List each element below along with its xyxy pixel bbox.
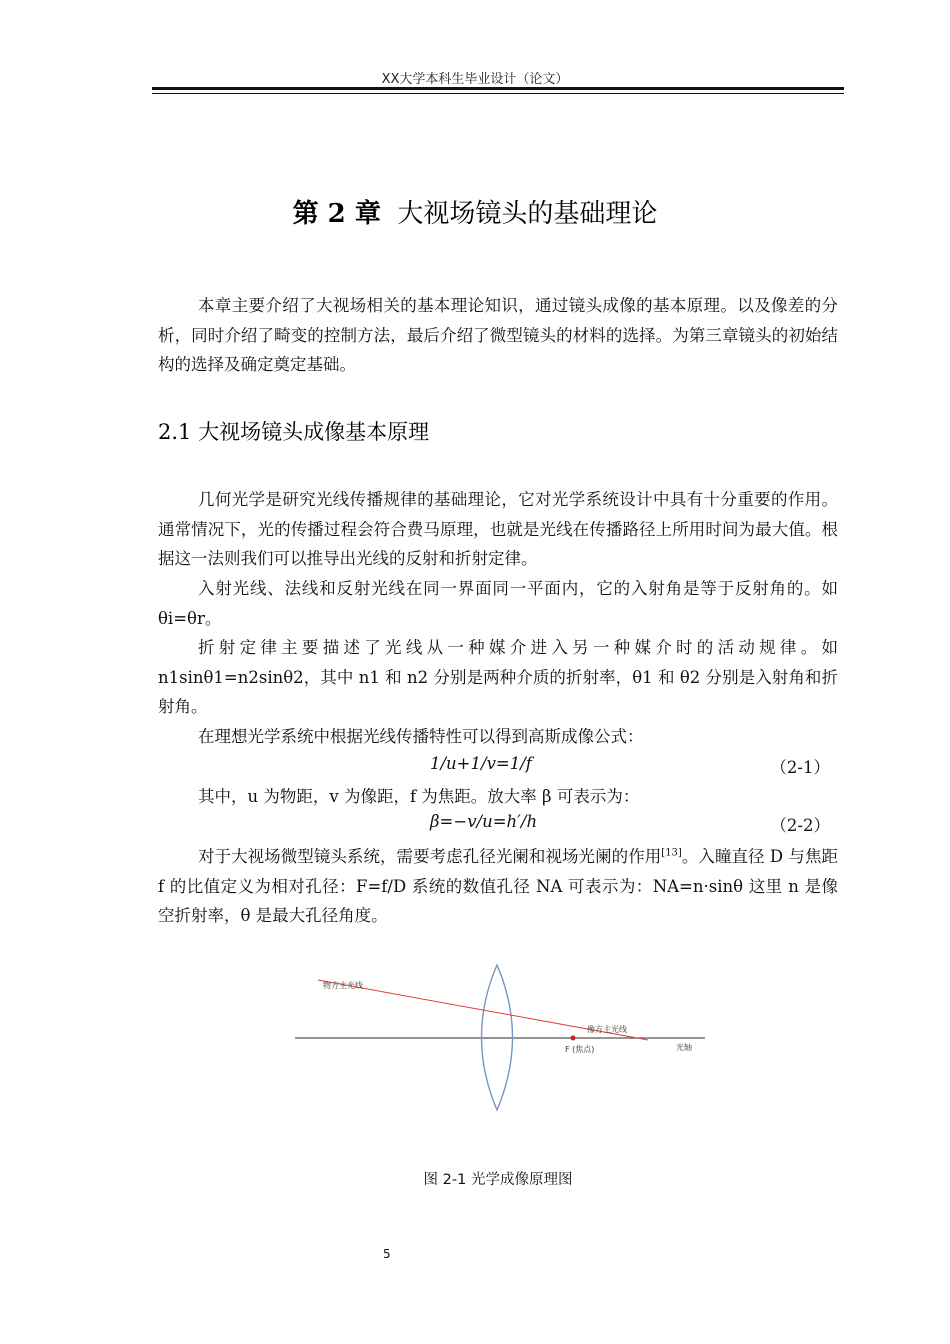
paragraph-refraction: 折射定律主要描述了光线从一种媒介进入另一种媒介时的活动规律。如 n1sinθ1=n2sinθ2，其中 n1 和 n2 分别是两种介质的折射率，θ1 和 θ2 分别是入射角和折射角。 [158,638,838,716]
chapter-title-text: 大视场镜头的基础理论 [397,199,658,229]
header-rule-thick [152,87,844,90]
paragraph-gauss-intro: 在理想光学系统中根据光线传播特性可以得到高斯成像公式： [198,727,644,746]
citation-ref[interactable]: [13] [661,847,682,859]
focus-label: F (焦点) [565,1045,595,1054]
paragraph-optics: 几何光学是研究光线传播规律的基础理论，它对光学系统设计中具有十分重要的作用。通常情况下，光的传播过程会符合费马原理，也就是光线在传播路径上所用时间为最大值。根据这一法则我们可以推导出光线的反射和折射定律。 [158,490,838,568]
running-header: XX大学本科生毕业设计（论文） [381,72,569,87]
paragraph-reflection: 入射光线、法线和反射光线在同一界面同一平面内，它的入射角是等于反射角的。如 θi=θr。 [158,579,838,628]
formula-expression: β=−v/u=h′/h [430,812,538,831]
paragraph-aperture-part1: 对于大视场微型镜头系统，需要考虑孔径光阑和视场光阑的作用 [198,847,662,866]
formula-expression: 1/u+1/v=1/f [430,754,532,773]
paragraph-aperture-part2: 。入瞳直径 D 与焦距 f 的比值定义为相对孔径：F=f/D 系统的数值孔径 NA 可表示为：NA=n·sinθ 这里 n 是像空折射率，θ 是最大孔径角度。 [158,847,839,925]
axis-label: 光轴 [676,1043,692,1052]
focus-point [571,1036,576,1041]
section-title-text: 大视场镜头成像基本原理 [198,420,430,444]
formula-number: （2-2） [770,816,830,835]
chapter-number: 第 2 章 [292,199,381,229]
page-number: 5 [383,1247,391,1261]
formula-2-1 [158,754,838,782]
header-rule-thin [152,93,844,94]
paragraph-aperture [158,842,838,931]
intro-paragraph: 本章主要介绍了大视场相关的基本理论知识，通过镜头成像的基本原理。以及像差的分析，同时介绍了畸变的控制方法，最后介绍了微型镜头的材料的选择。为第三章镜头的初始结构的选择及确定奠定基础。 [158,296,838,374]
formula-2-2 [158,812,838,840]
formula-number: （2-1） [770,758,830,777]
section-title [158,416,429,446]
section-number: 2.1 [158,420,192,444]
image-ray-label: 像方主光线 [587,1025,627,1034]
paragraph-magnification: 其中，u 为物距，v 为像距，f 为焦距。放大率 β 可表示为： [198,787,640,806]
object-ray-label: 物方主光线 [323,981,363,990]
optical-imaging-diagram [290,955,710,1120]
figure-caption: 图 2-1 光学成像原理图 [423,1172,573,1188]
chapter-title [0,193,950,230]
